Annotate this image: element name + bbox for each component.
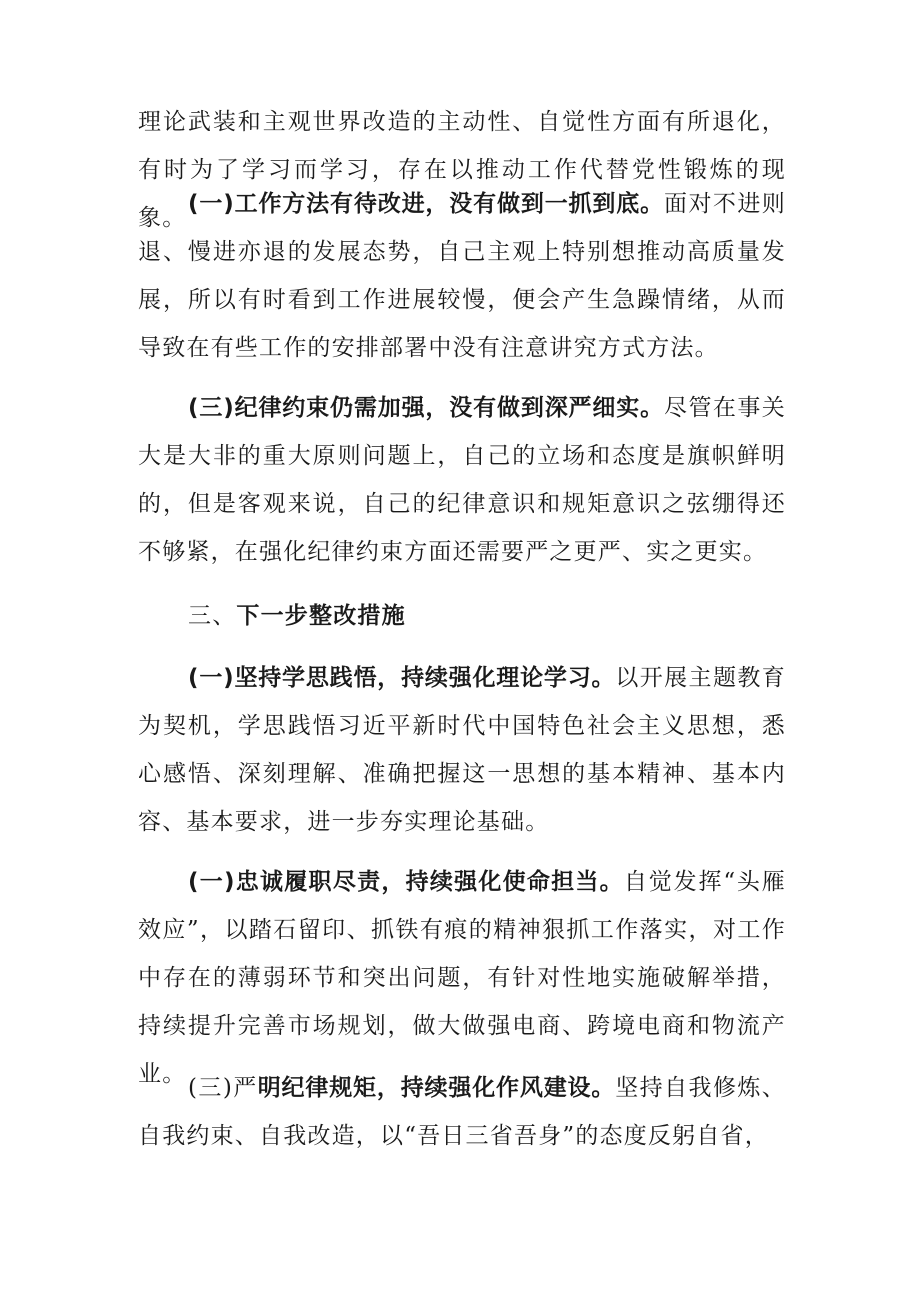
paragraph-discipline-lead: (三)纪律约束仍需加强，没有做到深严细实。 bbox=[188, 395, 664, 421]
paragraph-conduct-lead: 明纪律规矩，持续强化作风建设。 bbox=[257, 1075, 616, 1101]
paragraph-duty-body: 自觉发挥“头雁效应”，以踏石留印、抓铁有痕的精神狠抓工作落实，对工作中存在的薄弱环节和突出问题，有针对性地实施破解举措，持续提升完善市场规划，做大做强电商、跨境电商和物流产业。 bbox=[138, 869, 786, 1087]
paragraph-duty bbox=[138, 858, 786, 1098]
section-heading-text: 下一步整改措施 bbox=[236, 603, 406, 629]
paragraph-theory-study bbox=[138, 654, 786, 846]
section-heading-number: 三、 bbox=[188, 603, 237, 629]
paragraph-conduct-body: 坚持自我修炼、自我约束、自我改造，以“吾日三省吾身”的态度反躬自省， bbox=[138, 1075, 787, 1149]
paragraph-work-method-lead: (一)工作方法有待改进，没有做到一抓到底。 bbox=[188, 191, 664, 217]
paragraph-intro-text: 理论武装和主观世界改造的主动性、自觉性方面有所退化，有时为了学习而学习，存在以推动工作代替党性锻炼的现象。 bbox=[138, 109, 786, 231]
paragraph-conduct bbox=[138, 1064, 786, 1160]
paragraph-theory-study-lead: (一)坚持学思践悟，持续强化理论学习。 bbox=[188, 665, 616, 691]
paragraph-duty-lead: (一)忠诚履职尽责，持续强化使命担当。 bbox=[188, 869, 624, 895]
section-heading-next-steps bbox=[188, 592, 406, 640]
paragraph-theory-study-body: 以开展主题教育为契机，学思践悟习近平新时代中国特色社会主义思想，悉心感悟、深刻理解、准确把握这一思想的基本精神、基本内容、基本要求，进一步夯实理论基础。 bbox=[138, 665, 786, 835]
paragraph-conduct-lead-number: (三)严 bbox=[188, 1075, 258, 1101]
paragraph-work-method bbox=[138, 180, 786, 372]
paragraph-discipline bbox=[138, 384, 786, 576]
paragraph-work-method-body: 面对不进则退、慢进亦退的发展态势，自己主观上特别想推动高质量发展，所以有时看到工作进展较慢，便会产生急躁情绪，从而导致在有些工作的安排部署中没有注意讲究方式方法。 bbox=[138, 191, 787, 361]
paragraph-discipline-body: 尽管在事关大是大非的重大原则问题上，自己的立场和态度是旗帜鲜明的，但是客观来说，自己的纪律意识和规矩意识之弦绷得还不够紧，在强化纪律约束方面还需要严之更严、实之更实。 bbox=[138, 395, 787, 565]
